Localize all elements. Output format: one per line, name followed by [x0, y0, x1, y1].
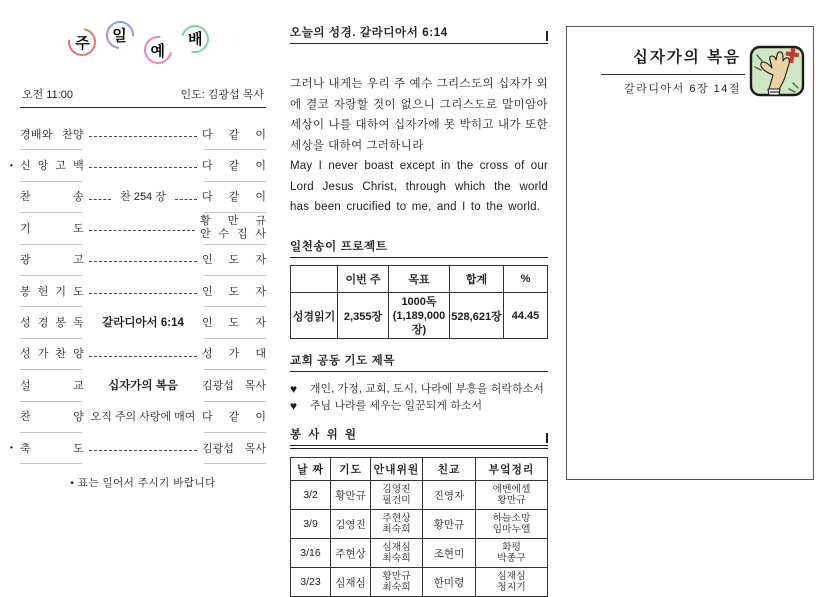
leader-line	[89, 444, 197, 450]
prayer-text: 주님 나라를 세우는 일꾼되게 하소서	[310, 400, 483, 412]
kitchen-name: 임마누엘	[492, 524, 531, 535]
total-value: 528,621장	[450, 293, 504, 339]
fellowship-cell: 조현미	[423, 539, 476, 568]
kitchen-cell	[476, 568, 548, 597]
service-time: 오전 11:00	[22, 89, 74, 101]
service-item-label: 봉 헌 기 도	[20, 285, 84, 298]
title-char: 주	[74, 34, 90, 52]
usher-name: 심재심	[382, 541, 411, 553]
assignee-title: 안 수 집 사	[200, 227, 266, 240]
stand-footnote: • 표는 일어서 주시기 바랍니다	[70, 477, 216, 490]
kitchen-name: 박종구	[497, 553, 526, 564]
stand-marker: •	[10, 160, 13, 170]
kitchen-name: 심재심	[497, 570, 526, 582]
usher-cell	[371, 481, 423, 510]
title-char: 배	[187, 31, 203, 49]
leader-line	[89, 256, 197, 262]
usher-name: 황만규	[382, 570, 411, 582]
title-char-circle	[100, 15, 139, 54]
service-item-assignee: 다 같 이	[202, 160, 266, 173]
divider	[20, 107, 266, 108]
service-item-label: 축 도	[20, 442, 84, 455]
col-fellowship: 친교	[423, 458, 476, 481]
leader-line	[89, 162, 197, 168]
usher-cell	[371, 510, 423, 539]
prayer-item	[290, 381, 548, 398]
usher-name: 최숙희	[382, 582, 411, 593]
prayer-cell: 심재심	[331, 568, 371, 597]
scripture-english: May I never boast except in the cross of our Lord Jesus Christ, through which the world has been crucified to me, and I to the world.	[290, 160, 548, 213]
title-char-circle	[63, 23, 102, 62]
service-row	[10, 432, 266, 463]
worship-order-panel	[10, 16, 266, 490]
assignee-name: 황 만 규	[200, 214, 266, 227]
title-char-circle	[139, 31, 178, 70]
goal-line1: 1000독	[401, 295, 437, 308]
heart-icon: ♥	[290, 382, 298, 396]
usher-name: 최숙희	[382, 524, 411, 535]
col-prayer: 기도	[331, 458, 371, 481]
serving-schedule-table	[290, 457, 548, 597]
kitchen-name: 하늘소망	[492, 512, 531, 524]
service-row	[20, 244, 266, 275]
prayer-cell: 김영진	[331, 510, 371, 539]
table-row	[291, 539, 548, 568]
prayer-text: 개인, 가정, 교회, 도시, 나라에 부흥을 허락하소서	[310, 383, 544, 395]
service-item-label: 찬 양	[20, 411, 84, 424]
table-row	[291, 481, 548, 510]
col-this-week: 이번 주	[338, 266, 389, 293]
heart-icon: ♥	[290, 399, 298, 413]
page-title	[20, 16, 266, 74]
project-title-text: 일천송이 프로젝트	[290, 241, 388, 253]
service-item-label: 기 도	[20, 222, 84, 235]
kitchen-cell	[476, 539, 548, 568]
table-header-row	[291, 458, 548, 481]
col-blank	[291, 266, 338, 293]
service-row	[20, 306, 266, 337]
service-info-row	[20, 86, 266, 102]
prayer-title-text: 교회 공동 기도 제목	[290, 355, 396, 367]
divider	[601, 74, 745, 75]
col-goal: 목표	[389, 266, 450, 293]
fellowship-cell: 황만규	[423, 510, 476, 539]
kitchen-cell	[476, 481, 548, 510]
date-cell: 3/9	[291, 510, 331, 539]
percent-value: 44.45	[504, 293, 548, 339]
title-char-circle	[176, 20, 214, 58]
service-item-label: 광 고	[20, 254, 84, 267]
service-order-list	[10, 118, 266, 463]
service-row	[20, 369, 266, 400]
service-row	[10, 149, 266, 180]
leader-line	[89, 287, 197, 293]
scripture-section-header	[290, 24, 548, 44]
goal-line2: (1,189,000장)	[392, 309, 446, 336]
header-end-tick	[546, 31, 548, 41]
usher-cell	[371, 539, 423, 568]
kitchen-name: 에벤에셀	[492, 483, 531, 495]
stand-marker: •	[10, 443, 13, 453]
service-row	[20, 118, 266, 149]
date-cell: 3/16	[291, 539, 331, 568]
scripture-header-text: 오늘의 성경. 갈라디아서 6:14	[290, 27, 448, 39]
service-item-assignee: 인 도 자	[202, 254, 266, 267]
usher-cell	[371, 568, 423, 597]
service-item-assignee: 다 같 이	[202, 128, 266, 141]
week-value: 2,355장	[338, 293, 389, 339]
service-item-assignee: 다 같 이	[202, 191, 266, 204]
prayer-cell: 주현상	[331, 539, 371, 568]
service-row	[20, 181, 266, 212]
sermon-cover-title: 십자가의 복음	[632, 49, 741, 66]
date-cell: 3/23	[291, 568, 331, 597]
service-item-assignee: 김광섭 목사	[202, 442, 266, 455]
leader-line	[89, 131, 197, 137]
service-item-assignee: 인 도 자	[202, 317, 266, 330]
hymn-number: 찬 254 장	[120, 191, 166, 204]
row-label: 성경읽기	[291, 293, 338, 339]
service-row	[20, 401, 266, 432]
leader-line	[175, 193, 197, 199]
kitchen-name: 화평	[502, 541, 521, 553]
leader-line	[89, 225, 195, 231]
title-char: 예	[150, 42, 166, 60]
prayer-cell: 황만규	[331, 481, 371, 510]
scripture-korean: 그러나 내게는 우리 주 예수 그리스도의 십자가 외에 결코 자랑할 것이 없으니 그리스도로 말미암아 세상이 나를 대하여 십자가에 못 박히고 내가 또한 세상을 대하여 그러하니라	[290, 78, 548, 152]
kitchen-cell	[476, 510, 548, 539]
col-percent: %	[504, 266, 548, 293]
prayer-list	[290, 381, 548, 415]
service-item-assignee: 김광섭 목사	[202, 379, 266, 392]
col-total: 합계	[450, 266, 504, 293]
kitchen-name: 청지기	[497, 582, 526, 593]
service-item-label: 경배와 찬양	[20, 128, 84, 141]
serving-title-text: 봉 사 위 원	[290, 429, 359, 441]
sermon-title: 십자가의 복음	[108, 379, 178, 392]
usher-name: 필건미	[382, 495, 411, 506]
sermon-cover-panel	[566, 26, 814, 480]
service-leader: 인도: 김광섭 목사	[180, 89, 264, 101]
goal-value	[389, 293, 450, 339]
table-row	[291, 568, 548, 597]
service-item-label: 찬 송	[20, 191, 84, 204]
leader-line	[89, 350, 197, 356]
service-item-assignee: 다 같 이	[202, 411, 266, 424]
service-item-assignee: 성 가 대	[202, 348, 266, 361]
song-title: 오직 주의 사랑에 매여	[90, 411, 196, 424]
service-item-label: 성 경 봉 독	[20, 317, 84, 330]
bible-reading-table	[290, 265, 548, 339]
usher-name: 최숙희	[382, 553, 411, 564]
service-item-assignee	[200, 215, 266, 241]
table-row	[291, 293, 548, 339]
announcements-panel	[290, 24, 548, 597]
usher-name: 김영진	[382, 483, 411, 495]
scripture-reference: 갈라디아서 6:14	[102, 317, 184, 330]
serving-section-header	[290, 426, 548, 449]
service-row	[20, 212, 266, 243]
service-item-label: 신 앙 고 백	[20, 160, 84, 173]
header-end-tick	[546, 433, 548, 443]
col-usher: 안내위원	[371, 458, 423, 481]
title-char: 일	[112, 27, 128, 45]
col-kitchen: 부엌정리	[476, 458, 548, 481]
scripture-text-block	[290, 74, 548, 222]
table-row	[291, 510, 548, 539]
fellowship-cell: 한미령	[423, 568, 476, 597]
service-item-assignee: 인 도 자	[202, 285, 266, 298]
service-row	[20, 338, 266, 369]
service-item-label: 설 교	[20, 379, 84, 392]
service-row	[20, 275, 266, 306]
kitchen-name: 황만규	[497, 495, 526, 506]
prayer-section-header	[290, 352, 548, 372]
sermon-cover-scripture: 갈라디아서 6장 14절	[624, 83, 741, 95]
praying-hands-icon	[749, 45, 805, 97]
usher-name: 주현상	[382, 512, 411, 524]
service-item-label: 성 가 찬 양	[20, 348, 84, 361]
prayer-item	[290, 398, 548, 415]
project-section-header	[290, 238, 548, 258]
table-header-row	[291, 266, 548, 293]
fellowship-cell: 진영자	[423, 481, 476, 510]
date-cell: 3/2	[291, 481, 331, 510]
col-date: 날 짜	[291, 458, 331, 481]
leader-line	[89, 193, 111, 199]
